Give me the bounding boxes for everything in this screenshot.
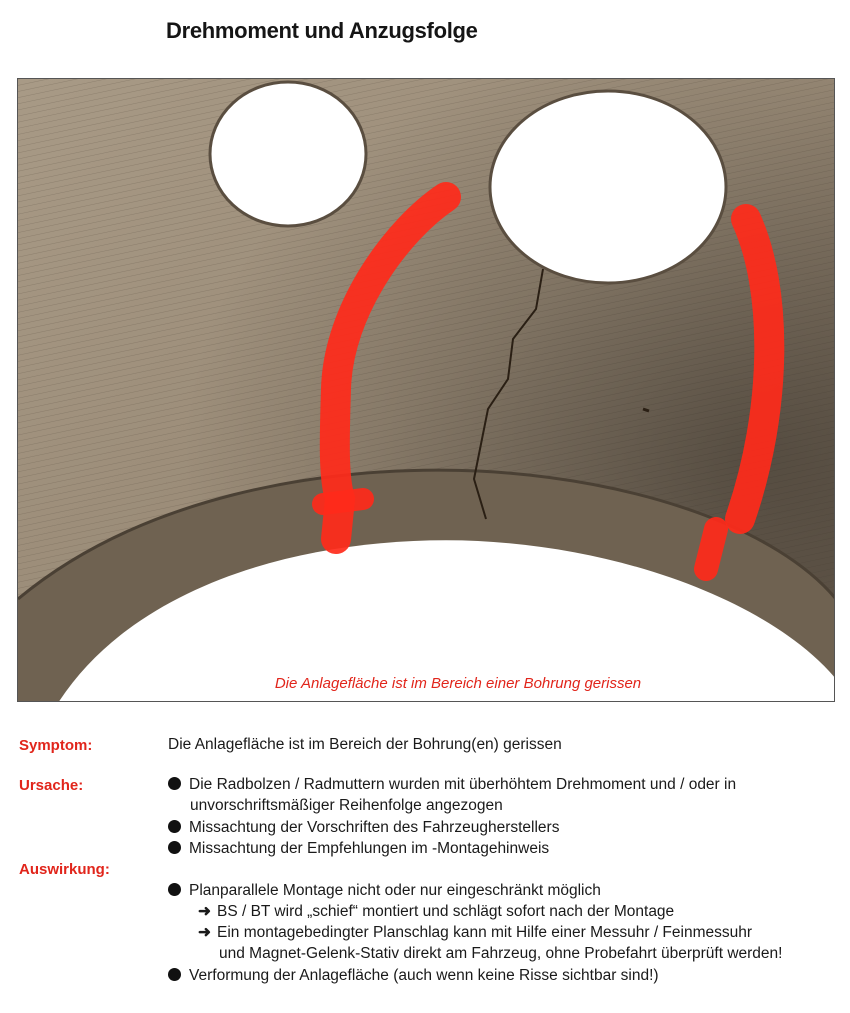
right-arrow-icon: ➜ (198, 924, 211, 941)
photo-caption: Die Anlagefläche ist im Bereich einer Bohrung gerissen (274, 675, 642, 692)
auswirkung-bullet-2-text: Verformung der Anlagefläche (auch wenn keine Risse sichtbar sind!) (189, 967, 659, 984)
ursache-bullet-1-cont: unvorschriftsmäßiger Reihenfolge angezogen (190, 797, 503, 814)
page-title: Drehmoment und Anzugsfolge (166, 18, 478, 43)
auswirkung-bullet-2 (168, 966, 659, 986)
auswirkung-arrow-1-text: BS / BT wird „schief“ montiert und schlägt sofort nach der Montage (217, 903, 675, 920)
ursache-bullet-3 (168, 839, 549, 859)
ursache-bullet-2-text: Missachtung der Vorschriften des Fahrzeugherstellers (189, 819, 560, 836)
ursache-bullet-3-text: Missachtung der Empfehlungen im -Montagehinweis (189, 840, 550, 857)
symptom-text: Die Anlagefläche ist im Bereich der Bohrung(en) gerissen (168, 736, 562, 753)
auswirkung-arrow-2 (198, 923, 752, 943)
brake-disc-photo (17, 78, 835, 702)
auswirkung-arrow-2-text: Ein montagebedingter Planschlag kann mit Hilfe einer Messuhr / Feinmessuhr (217, 924, 753, 941)
bullet-dot-icon (168, 841, 181, 854)
ursache-label: Ursache: (19, 777, 84, 794)
ursache-bullet-1 (168, 775, 736, 795)
bullet-dot-icon (168, 820, 181, 833)
cracked-surface-image (18, 79, 835, 702)
auswirkung-arrow-1 (198, 902, 674, 922)
auswirkung-arrow-2-cont: und Magnet-Gelenk-Stativ direkt am Fahrzeug, ohne Probefahrt überprüft werden! (219, 945, 783, 962)
bullet-dot-icon (168, 968, 181, 981)
auswirkung-bullet-1-text: Planparallele Montage nicht oder nur eingeschränkt möglich (189, 882, 601, 899)
ursache-bullet-2 (168, 818, 559, 838)
auswirkung-bullet-1 (168, 881, 601, 901)
bullet-dot-icon (168, 777, 181, 790)
symptom-label: Symptom: (19, 737, 93, 754)
right-arrow-icon: ➜ (198, 903, 211, 920)
auswirkung-label: Auswirkung: (19, 861, 110, 878)
bullet-dot-icon (168, 883, 181, 896)
ursache-bullet-1-text: Die Radbolzen / Radmuttern wurden mit überhöhtem Drehmoment und / oder in (189, 776, 737, 793)
